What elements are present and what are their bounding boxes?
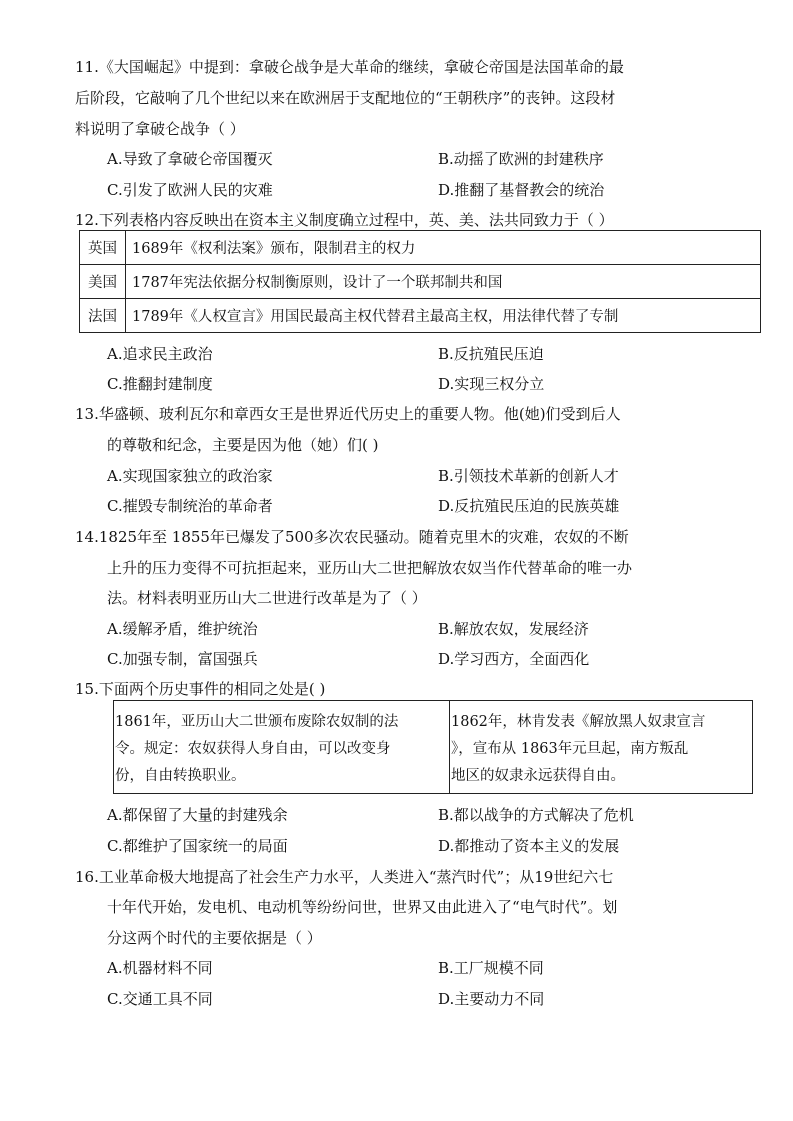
q12-option-b[interactable]: B.反抗殖民压迫 [438, 345, 544, 363]
q15-option-b[interactable]: B.都以战争的方式解决了危机 [438, 806, 634, 824]
q15-box1-line: 1861年，亚历山大二世颁布废除农奴制的法 [115, 714, 399, 730]
q14-stem-line-1: 14.1825年至 1855年已爆发了500多次农民骚动。随着克里木的灾难，农奴的不断 [75, 528, 629, 546]
q16-stem-line-3: 分这两个时代的主要依据是（ ） [107, 929, 322, 947]
q11-option-a[interactable]: A.导致了拿破仑帝国覆灭 [107, 150, 273, 168]
q16-option-c[interactable]: C.交通工具不同 [107, 990, 213, 1008]
q15-option-c[interactable]: C.都维护了国家统一的局面 [107, 837, 288, 855]
q11-option-b[interactable]: B.动摇了欧洲的封建秩序 [438, 150, 604, 168]
q11-stem-line-3: 料说明了拿破仑战争（ ） [75, 120, 245, 138]
q13-stem-line-1: 13.华盛顿、玻利瓦尔和章西女王是世界近代历史上的重要人物。他(她)们受到后人 [75, 405, 621, 423]
q12-stem-line-1: 12.下列表格内容反映出在资本主义制度确立过程中，英、美、法共同致力于（ ） [75, 211, 614, 229]
table-row [80, 231, 761, 265]
q12-option-c[interactable]: C.推翻封建制度 [107, 375, 213, 393]
q13-option-c[interactable]: C.摧毁专制统治的革命者 [107, 497, 273, 515]
q13-option-b[interactable]: B.引领技术革新的创新人才 [438, 467, 619, 485]
q11-stem-line-2: 后阶段，它敲响了几个世纪以来在欧洲居于支配地位的“王朝秩序”的丧钟。这段材 [75, 89, 616, 107]
q15-box1-line: 令。规定：农奴获得人身自由，可以改变身 [115, 741, 391, 757]
q16-option-a[interactable]: A.机器材料不同 [107, 959, 213, 977]
q15-box2-line: 地区的奴隶永远获得自由。 [451, 768, 625, 784]
q13-option-a[interactable]: A.实现国家独立的政治家 [107, 467, 273, 485]
table-cell-text: 1689年《权利法案》颁布，限制君主的权力 [126, 231, 761, 265]
q15-box2-line: 1862年，林肯发表《解放黑人奴隶宣言 [451, 714, 706, 730]
q12-option-d[interactable]: D.实现三权分立 [438, 375, 545, 393]
q14-option-d[interactable]: D.学习西方，全面西化 [438, 650, 590, 668]
table-row [80, 265, 761, 299]
q16-stem-line-1: 16.工业革命极大地提高了社会生产力水平，人类进入“蒸汽时代”；从19世纪六七 [75, 868, 614, 886]
q15-event-box-2 [449, 700, 753, 794]
q14-option-c[interactable]: C.加强专制，富国强兵 [107, 650, 258, 668]
q12-option-a[interactable]: A.追求民主政治 [107, 345, 213, 363]
q11-option-c[interactable]: C.引发了欧洲人民的灾难 [107, 181, 273, 199]
q15-option-a[interactable]: A.都保留了大量的封建残余 [107, 806, 288, 824]
q15-box2-line: 》，宣布从 1863年元旦起，南方叛乱 [451, 741, 689, 757]
q14-option-b[interactable]: B.解放农奴，发展经济 [438, 620, 589, 638]
table-cell-text: 1787年宪法依据分权制衡原则，设计了一个联邦制共和国 [126, 265, 761, 299]
q13-stem-line-2: 的尊敬和纪念，主要是因为他（她）们( ) [107, 436, 379, 454]
table-cell-text: 1789年《人权宣言》用国民最高主权代替君主最高主权，用法律代替了专制 [126, 299, 761, 333]
q15-stem-line-1: 15.下面两个历史事件的相同之处是( ) [75, 680, 326, 698]
table-cell-country: 美国 [80, 265, 126, 299]
q11-option-d[interactable]: D.推翻了基督教会的统治 [438, 181, 605, 199]
table-cell-country: 英国 [80, 231, 126, 265]
q14-stem-line-2: 上升的压力变得不可抗拒起来，亚历山大二世把解放农奴当作代替革命的唯一办 [107, 559, 633, 577]
q15-box1-line: 份，自由转换职业。 [115, 768, 246, 784]
q15-event-box-1 [113, 700, 450, 794]
q12-table [79, 230, 761, 333]
q14-stem-line-3: 法。材料表明亚历山大二世进行改革是为了（ ） [107, 589, 427, 607]
q16-stem-line-2: 十年代开始，发电机、电动机等纷纷问世，世界又由此进入了“电气时代”。划 [107, 898, 618, 916]
q13-option-d[interactable]: D.反抗殖民压迫的民族英雄 [438, 497, 620, 515]
q11-stem-line-1: 11.《大国崛起》中提到：拿破仑战争是大革命的继续，拿破仑帝国是法国革命的最 [75, 58, 624, 76]
q16-option-b[interactable]: B.工厂规模不同 [438, 959, 544, 977]
q15-option-d[interactable]: D.都推动了资本主义的发展 [438, 837, 620, 855]
q14-option-a[interactable]: A.缓解矛盾，维护统治 [107, 620, 258, 638]
table-cell-country: 法国 [80, 299, 126, 333]
table-row [80, 299, 761, 333]
q16-option-d[interactable]: D.主要动力不同 [438, 990, 545, 1008]
